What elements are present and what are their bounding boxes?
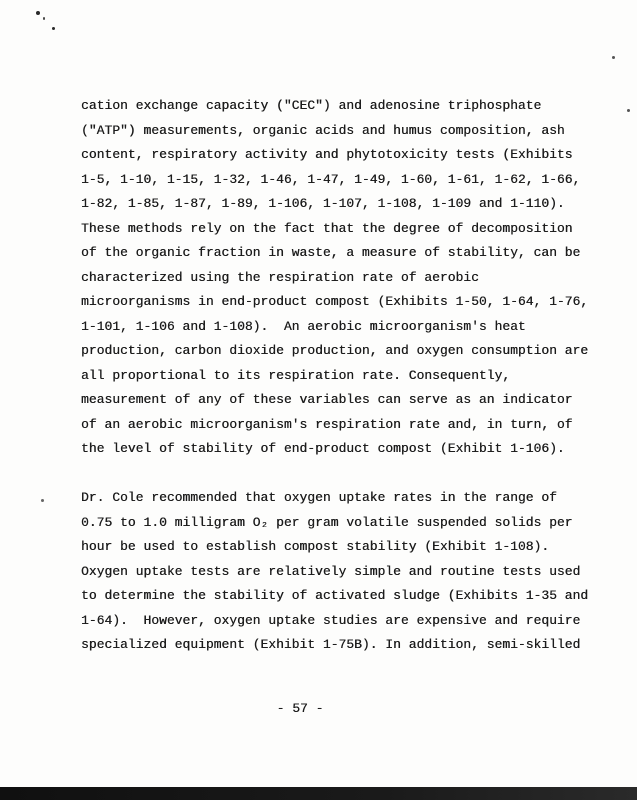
scan-edge-shadow: [0, 787, 637, 800]
text-line: These methods rely on the fact that the degree of decomposition: [81, 220, 573, 236]
text-line: to determine the stability of activated sludge (Exhibits 1-35 and: [81, 588, 589, 603]
text-line: all proportional to its respiration rate. Consequently,: [81, 367, 511, 383]
body-text: [81, 94, 587, 658]
scan-artifact-dot: [52, 27, 55, 30]
text-line: ("ATP") measurements, organic acids and humus composition, ash: [81, 122, 565, 138]
scan-artifact-dot: [627, 109, 630, 112]
scan-artifact-dot: [36, 11, 40, 15]
text-line: the level of stability of end-product compost (Exhibit 1-106).: [81, 441, 565, 456]
paragraph-2: [81, 486, 587, 658]
text-line: cation exchange capacity ("CEC") and adenosine triphosphate: [81, 98, 542, 113]
paragraph-1: [81, 94, 587, 462]
page-number: - 57 -: [276, 701, 324, 716]
text-line: production, carbon dioxide production, and oxygen consumption are: [81, 343, 589, 358]
text-line: characterized using the respiration rate of aerobic: [81, 269, 479, 285]
text-line: measurement of any of these variables can serve as an indicator: [81, 392, 573, 407]
text-line: 1-101, 1-106 and 1-108). An aerobic microorganism's heat: [81, 318, 526, 334]
scan-artifact-dot: [43, 17, 45, 20]
text-line: 1-5, 1-10, 1-15, 1-32, 1-46, 1-47, 1-49, 1-60, 1-61, 1-62, 1-66,: [81, 171, 581, 187]
text-line: 0.75 to 1.0 milligram O₂ per gram volatile suspended solids per: [81, 514, 573, 530]
text-line: specialized equipment (Exhibit 1-75B). In addition, semi-skilled: [81, 637, 581, 652]
text-line: 1-64). However, oxygen uptake studies are expensive and require: [81, 612, 581, 628]
text-line: of an aerobic microorganism's respiration rate and, in turn, of: [81, 416, 573, 432]
text-line: Dr. Cole recommended that oxygen uptake rates in the range of: [81, 490, 557, 505]
text-line: microorganisms in end-product compost (Exhibits 1-50, 1-64, 1-76,: [81, 294, 589, 309]
text-line: of the organic fraction in waste, a measure of stability, can be: [81, 245, 581, 260]
text-line: 1-82, 1-85, 1-87, 1-89, 1-106, 1-107, 1-108, 1-109 and 1-110).: [81, 196, 565, 211]
text-line: content, respiratory activity and phytotoxicity tests (Exhibits: [81, 147, 573, 162]
scan-artifact-dot: [41, 499, 44, 502]
text-line: Oxygen uptake tests are relatively simple and routine tests used: [81, 563, 581, 579]
text-line: hour be used to establish compost stability (Exhibit 1-108).: [81, 539, 550, 554]
scan-artifact-dot: [612, 56, 615, 59]
